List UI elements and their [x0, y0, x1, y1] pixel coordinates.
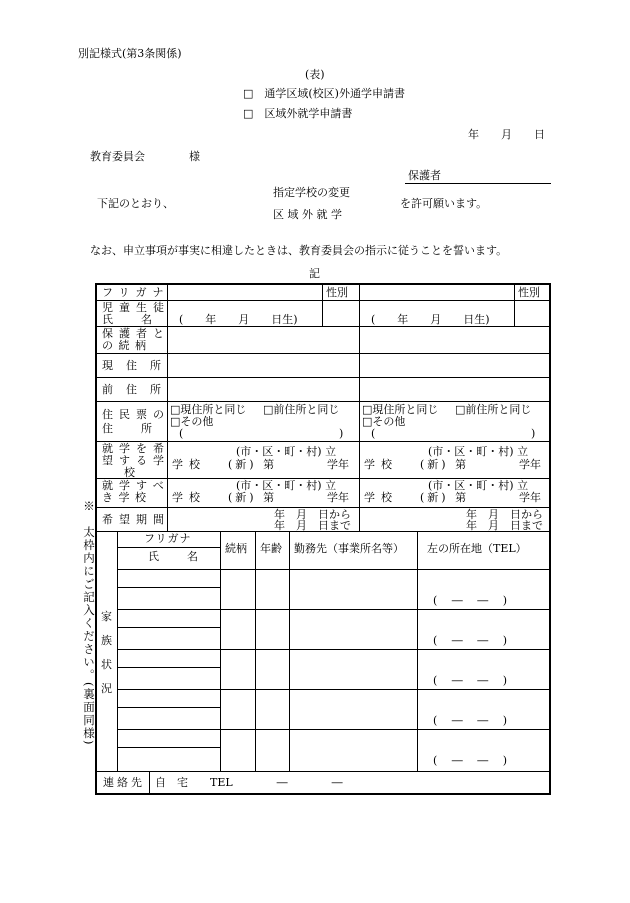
form-side-label: (表)	[305, 68, 325, 81]
other-checkbox-1[interactable]: □その他	[170, 415, 214, 428]
same-prev-checkbox-1[interactable]: □前住所と同じ	[263, 403, 340, 416]
desired-school-type-2: (新) 第	[420, 458, 470, 471]
period-until-1: 年 月 日まで	[274, 519, 351, 532]
guardian-label: 保護者	[408, 169, 441, 182]
period-from-2: 年 月 日から	[466, 508, 543, 521]
assigned-school-type-2: (新) 第	[420, 491, 470, 504]
fill-instruction-note: ※ 太枠内にご記入ください。(裏面同様)	[82, 500, 96, 746]
assigned-grade-2: 学年	[519, 491, 541, 504]
child-birth-2[interactable]: ( 年 月 日生)	[371, 313, 490, 326]
form-reference: 別記様式(第3条関係)	[78, 47, 182, 60]
assigned-school-word-1: 学校	[172, 491, 206, 504]
desired-grade-1: 学年	[327, 458, 349, 471]
same-current-checkbox-1[interactable]: □現住所と同じ	[170, 403, 247, 416]
home-tel[interactable]: 自 宅 TEL ― ―	[155, 776, 343, 789]
assigned-school-label-1: 就学すべ	[102, 479, 170, 492]
current-address-label: 現 住 所	[102, 359, 162, 372]
family-tel-3[interactable]: ( ― ― )	[433, 674, 508, 687]
choice-out-of-area: 区 域 外 就 学	[273, 208, 342, 221]
desired-city-type-1: (市・区・町・村) 立	[236, 445, 337, 458]
same-prev-checkbox-2[interactable]: □前住所と同じ	[455, 403, 532, 416]
same-current-checkbox-2[interactable]: □現住所と同じ	[362, 403, 439, 416]
assigned-school-word-2: 学校	[364, 491, 398, 504]
child-furigana-field-1[interactable]	[169, 286, 319, 298]
choice-change-school: 指定学校の変更	[273, 186, 350, 199]
desired-school-label-2: 望する学	[102, 454, 170, 467]
assigned-city-type-1: (市・区・町・村) 立	[236, 479, 337, 492]
assigned-grade-1: 学年	[327, 491, 349, 504]
relation-label-1: 保護者と	[102, 327, 170, 340]
oath-text: なお、申立事項が事実に相違したときは、教育委員会の指示に従うことを誓います。	[90, 244, 508, 257]
family-age-header: 年齢	[260, 542, 282, 555]
contact-label: 連絡先	[103, 776, 145, 789]
gender-label-1: 性別	[326, 286, 348, 299]
desired-school-word-2: 学校	[364, 458, 398, 471]
addressee: 教育委員会 様	[90, 150, 200, 163]
application-form-table: フリガナ 性別 性別 児童生徒 氏 名 ( 年 月 日生) ( 年 月 日生) 保護者と の 続 柄 現 住 所 前 住 所 住民票の 住 所 □現住所と同じ □前住所と同じ □その他 ( ) □現住所と同じ □前住所と同じ □その他 ( ) 就学を希 望する学 校 (市・区・町・村) 立 学校 (新) 第 学年 (市・区・町・村) 立 学校 (新) 第 学年 就学すべ き 学 校 (市・区・町・村) 立 学校 (新) 第 学年 (市・区・町・村) 立 学校 (新) 第 学年 希望期間 年 月 日から 年 月 日まで 年 月 日から 年 月 日まで 家族状況 フリガナ 氏 名 続柄 年齢 勤務先（事業所名等） 左の所在地（TEL） ( ― ― ) ( ― ― ) ( ― ― ) ( ― ― ) ( ― ― ) 連絡先 自 宅 TEL ― ―	[95, 283, 551, 795]
application-date: 年 月 日	[468, 128, 545, 141]
period-label: 希望期間	[102, 513, 170, 526]
desired-city-type-2: (市・区・町・村) 立	[428, 445, 529, 458]
desired-school-label-1: 就学を希	[102, 442, 170, 455]
resident-address-label-2: 住 所	[102, 422, 154, 435]
assigned-school-label-2: き 学 校	[102, 491, 147, 504]
family-tel-1[interactable]: ( ― ― )	[433, 594, 508, 607]
ki-label: 記	[309, 267, 320, 280]
period-until-2: 年 月 日まで	[466, 519, 543, 532]
family-relation-header: 続柄	[225, 542, 247, 555]
guardian-signature-line	[405, 183, 551, 184]
workplace-header: 勤務先（事業所名等）	[294, 542, 404, 555]
relation-label-2: の 続 柄	[102, 339, 147, 352]
family-tel-4[interactable]: ( ― ― )	[433, 714, 508, 727]
option-out-of-area-application[interactable]: □ 区域外就学申請書	[243, 107, 353, 120]
assigned-city-type-2: (市・区・町・村) 立	[428, 479, 529, 492]
lead-text: 下記のとおり、	[97, 197, 174, 210]
child-birth-1[interactable]: ( 年 月 日生)	[179, 313, 298, 326]
child-name-label-2: 氏 名	[102, 313, 154, 326]
furigana-label: フリガナ	[102, 286, 170, 299]
family-furigana-header: フリガナ	[144, 532, 192, 545]
desired-grade-2: 学年	[519, 458, 541, 471]
workplace-address-header: 左の所在地（TEL）	[427, 542, 527, 555]
child-name-label-1: 児童生徒	[102, 301, 170, 314]
family-name-header: 氏 名	[148, 550, 200, 563]
family-status-label: 家族状況	[101, 610, 112, 695]
child-furigana-field-2[interactable]	[361, 286, 511, 298]
other-checkbox-2[interactable]: □その他	[362, 415, 406, 428]
desired-school-type-1: (新) 第	[228, 458, 278, 471]
resident-address-label-1: 住民票の	[102, 408, 170, 421]
desired-school-word-1: 学校	[172, 458, 206, 471]
desired-school-label-3: 校	[124, 466, 135, 479]
assigned-school-type-1: (新) 第	[228, 491, 278, 504]
gender-label-2: 性別	[518, 286, 540, 299]
family-tel-2[interactable]: ( ― ― )	[433, 634, 508, 647]
option-school-zone-application[interactable]: □ 通学区域(校区)外通学申請書	[243, 87, 405, 100]
previous-address-label: 前 住 所	[102, 383, 162, 396]
request-text: を許可願います。	[400, 197, 488, 210]
period-from-1: 年 月 日から	[274, 508, 351, 521]
family-tel-5[interactable]: ( ― ― )	[433, 754, 508, 767]
